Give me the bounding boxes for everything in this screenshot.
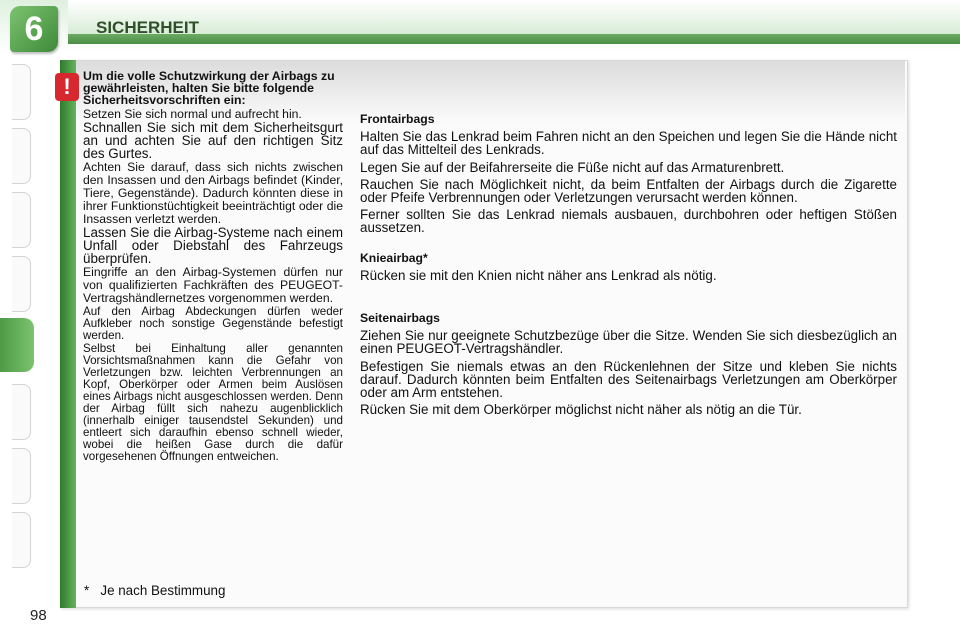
side-tab[interactable] <box>12 512 31 568</box>
safety-heading: Um die volle Schutzwirkung der Airbags zu gewährleisten, halten Sie bitte folgende Sicherheitsvorschriften ein: <box>83 69 335 108</box>
left-column <box>83 70 343 464</box>
side-tab[interactable] <box>12 192 31 248</box>
seitenairbags-paragraph: Befestigen Sie niemals etwas an den Rückenlehnen der Sitze und kleben Sie nichts darauf. Dadurch könnten beim Entfalten des Seitenairbags Verletzungen am Oberkörper oder am Arm entstehen. <box>360 358 897 401</box>
safety-paragraph: Eingriffe an den Airbag-Systemen dürfen nur von qualifizierten Fachkräften des PEUGEOT-Vertragshändlernetzes vorgenommen werden. <box>83 265 343 305</box>
safety-paragraph: Setzen Sie sich normal und aufrecht hin. <box>83 106 302 121</box>
side-tab[interactable] <box>12 384 31 440</box>
frontairbags-paragraph: Ferner sollten Sie das Lenkrad niemals ausbauen, durchbohren oder heftigen Stößen aussetzen. <box>360 207 897 236</box>
side-tab[interactable] <box>12 128 31 184</box>
side-tab[interactable] <box>12 64 31 120</box>
safety-paragraph: Selbst bei Einhaltung aller genannten Vorsichtsmaßnahmen kann die Gefahr von Verletzungen bzw. leichten Verbrennungen an Kopf, Oberkörper oder Armen beim Auslösen eines Airbags nicht ausgeschlossen werden. Denn der Airbag füllt sich nahezu augenblicklich (innerhalb einiger tausendstel Sekunden) und entleert sich daraufhin ebenso schnell wieder, wobei die heißen Gase durch die dafür vorgesehenen Öffnungen entweichen. <box>83 341 343 463</box>
panel-green-stripe <box>60 60 76 608</box>
side-tab[interactable] <box>12 448 31 504</box>
safety-paragraph: Auf den Airbag Abdeckungen dürfen weder Aufkleber noch sonstige Gegenstände befestigt werden. <box>83 304 343 342</box>
frontairbags-paragraph: Legen Sie auf der Beifahrerseite die Füße nicht auf das Armaturenbrett. <box>360 159 785 175</box>
seitenairbags-paragraph: Rücken Sie mit dem Oberkörper möglichst nicht näher als nötig an die Tür. <box>360 402 802 418</box>
knieairbag-paragraph: Rücken sie mit den Knien nicht näher ans Lenkrad als nötig. <box>360 267 717 283</box>
page-number: 98 <box>30 607 47 624</box>
section-spacer <box>360 239 897 252</box>
header-green-bar <box>68 34 960 44</box>
chapter-number-badge: 6 <box>10 6 58 52</box>
safety-paragraph: Achten Sie darauf, dass sich nichts zwischen den Insassen und den Airbags befindet (Kinder, Tiere, Gegenstände). Dadurch könnten diese in ihrer Funktionstüchtigkeit beeinträchtigt oder die Insassen verletzt werden. <box>83 160 343 226</box>
side-tab-active[interactable] <box>0 318 34 372</box>
warning-icon: ! <box>55 73 79 101</box>
frontairbags-paragraph: Halten Sie das Lenkrad beim Fahren nicht an den Speichen und legen Sie die Hände nicht auf das Mittelteil des Lenkrads. <box>360 129 897 158</box>
frontairbags-paragraph: Rauchen Sie nach Möglichkeit nicht, da beim Entfalten der Airbags durch die Zigarette oder Pfeife Verbrennungen oder Verletzungen verursacht werden können. <box>360 176 897 206</box>
section-title-frontairbags: Frontairbags <box>360 112 435 126</box>
side-tab[interactable] <box>12 256 31 312</box>
header-gradient <box>68 0 960 34</box>
seitenairbags-paragraph: Ziehen Sie nur geeignete Schutzbezüge über die Sitze. Wenden Sie sich diesbezüglich an einen PEUGEOT-Vertragshändler. <box>360 328 897 357</box>
footnote: * Je nach Bestimmung <box>84 583 226 598</box>
safety-paragraph: Lassen Sie die Airbag-Systeme nach einem Unfall oder Diebstahl des Fahrzeugs überprüfen. <box>83 225 343 267</box>
safety-paragraph: Schnallen Sie sich mit dem Sicherheitsgurt an und achten Sie auf den richtigen Sitz des Gurtes. <box>83 120 343 162</box>
section-title-seitenairbags: Seitenairbags <box>360 311 440 326</box>
section-title-knieairbag: Knieairbag* <box>360 250 428 265</box>
section-spacer <box>360 286 897 312</box>
right-column <box>360 113 897 420</box>
chapter-title: SICHERHEIT <box>96 18 199 37</box>
